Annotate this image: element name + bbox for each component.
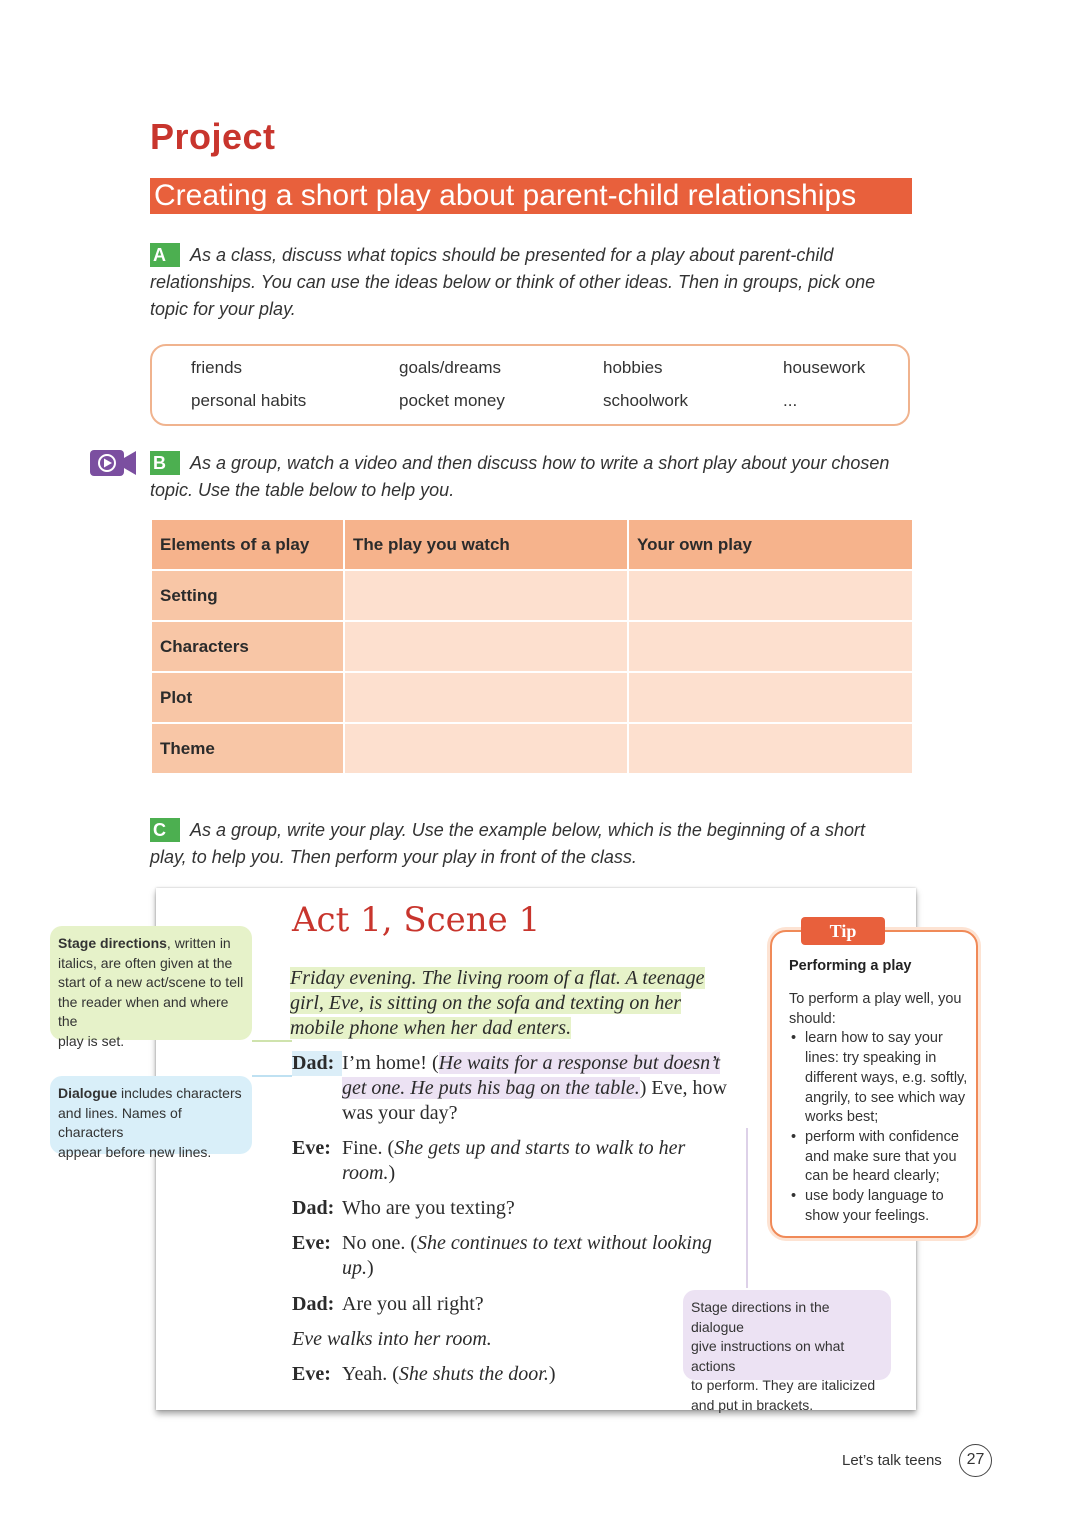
section-a-instructions bbox=[150, 242, 910, 323]
idea-item: goals/dreams bbox=[399, 358, 502, 377]
idea-item: ... bbox=[783, 391, 798, 410]
table-header-cell: Elements of a play bbox=[151, 519, 344, 570]
tip-list-item: • perform with confidence and make sure that you can be heard clearly; bbox=[789, 1128, 971, 1187]
tip-intro: To perform a play well, you should: bbox=[789, 991, 962, 1027]
idea-item: schoolwork bbox=[603, 391, 689, 410]
dialogue-line-eve-1 bbox=[292, 1136, 752, 1186]
section-c-letter: C bbox=[150, 818, 180, 842]
dialogue-text: Who are you texting? bbox=[342, 1197, 515, 1219]
section-c-line-2: play, to help you. Then perform your play in front of the class. bbox=[150, 847, 637, 867]
note-text: give instructions on what actions bbox=[691, 1338, 845, 1374]
dialogue-line-eve-2 bbox=[292, 1231, 752, 1281]
speaker-name: Dad: bbox=[292, 1293, 335, 1315]
speaker-name: Eve: bbox=[292, 1363, 331, 1385]
section-b-line-1: As a group, watch a video and then discuss how to write a short play about your chosen bbox=[190, 453, 890, 473]
tip-list bbox=[789, 1029, 971, 1226]
section-a-line-3: topic for your play. bbox=[150, 299, 296, 319]
table-cell-blank bbox=[628, 723, 913, 774]
dialogue-line-dad-1 bbox=[292, 1051, 752, 1126]
section-a-letter: A bbox=[150, 243, 180, 267]
note-text: includes characters bbox=[117, 1085, 242, 1101]
dialogue-text: Are you all right? bbox=[342, 1293, 484, 1315]
section-b-instructions bbox=[150, 450, 915, 504]
speaker-name: Dad: bbox=[292, 1051, 342, 1076]
elements-of-play-table bbox=[150, 518, 914, 775]
table-cell-blank bbox=[344, 723, 628, 774]
note-text: and put in brackets. bbox=[691, 1396, 814, 1413]
stage-note-connector bbox=[252, 1040, 292, 1042]
table-cell-blank bbox=[344, 672, 628, 723]
inline-stage-direction: up. bbox=[342, 1257, 367, 1279]
book-title-footer: Let’s talk teens bbox=[842, 1452, 942, 1469]
table-row bbox=[151, 672, 913, 723]
page-number: 27 bbox=[959, 1444, 992, 1477]
inline-stage-direction: She continues to text without looking bbox=[416, 1232, 712, 1254]
page-title: Project bbox=[150, 116, 276, 157]
tip-body bbox=[789, 990, 971, 1226]
dialogue-line-dad-2 bbox=[292, 1196, 752, 1221]
table-cell-blank bbox=[628, 570, 913, 621]
table-header-row bbox=[151, 519, 913, 570]
table-cell-blank bbox=[628, 672, 913, 723]
topic-ideas-box bbox=[150, 344, 910, 426]
dialogue-text: was your day? bbox=[342, 1102, 458, 1124]
note-text: and lines. Names of characters bbox=[58, 1104, 182, 1140]
idea-item: hobbies bbox=[603, 358, 663, 377]
dialogue-note bbox=[50, 1076, 252, 1160]
opening-stage-direction bbox=[290, 966, 730, 1041]
note-text: to perform. They are italicized bbox=[691, 1377, 876, 1393]
inline-stage-direction: room. bbox=[342, 1162, 389, 1184]
note-text: Stage directions in the dialogue bbox=[691, 1299, 830, 1335]
stage-direction-line: Friday evening. The living room of a flat. A teenage bbox=[290, 967, 705, 989]
section-a-line-1: As a class, discuss what topics should be presented for a play about parent-child bbox=[190, 245, 834, 265]
table-row-label: Plot bbox=[151, 672, 344, 723]
dialogue-text: Fine. ( bbox=[342, 1137, 395, 1159]
section-c-instructions bbox=[150, 817, 910, 871]
project-subtitle-banner: Creating a short play about parent-child relationships bbox=[150, 178, 912, 214]
tip-heading: Performing a play bbox=[789, 958, 912, 974]
idea-item: housework bbox=[783, 358, 866, 377]
table-row-label: Setting bbox=[151, 570, 344, 621]
table-header-cell: The play you watch bbox=[344, 519, 628, 570]
inline-stage-direction: She gets up and starts to walk to her bbox=[394, 1137, 686, 1159]
table-cell-blank bbox=[344, 621, 628, 672]
speaker-name: Eve: bbox=[292, 1232, 331, 1254]
table-row-label: Characters bbox=[151, 621, 344, 672]
table-row-label: Theme bbox=[151, 723, 344, 774]
tip-list-item: • learn how to say your lines: try speaking in different ways, e.g. softly, angrily, to see which way works best; bbox=[789, 1029, 971, 1128]
dialogue-text: ) bbox=[367, 1257, 374, 1279]
section-b-line-2: topic. Use the table below to help you. bbox=[150, 480, 455, 500]
section-c-line-1: As a group, write your play. Use the example below, which is the beginning of a short bbox=[190, 820, 866, 840]
stage-direction-line: mobile phone when her dad enters. bbox=[290, 1017, 572, 1039]
dialogue-note-connector bbox=[252, 1075, 292, 1077]
dialogue-text: Yeah. ( bbox=[342, 1363, 399, 1385]
idea-item: pocket money bbox=[399, 391, 505, 410]
table-cell-blank bbox=[344, 570, 628, 621]
note-text: play is set. bbox=[58, 1032, 125, 1049]
stage-directions-note bbox=[50, 926, 252, 1049]
act-scene-title: Act 1, Scene 1 bbox=[292, 900, 541, 940]
section-b-letter: B bbox=[150, 451, 180, 475]
table-row bbox=[151, 723, 913, 774]
dialogue-text: No one. ( bbox=[342, 1232, 417, 1254]
note-text: , written in bbox=[166, 935, 231, 951]
dialogue-text: ) bbox=[388, 1162, 396, 1184]
dialogue-line-dad-3 bbox=[292, 1292, 692, 1317]
table-cell-blank bbox=[628, 621, 913, 672]
video-camera-icon bbox=[90, 448, 138, 478]
dialogue-text: ) bbox=[548, 1363, 556, 1385]
note-text: start of a new act/scene to tell bbox=[58, 974, 244, 990]
dialogue-text: ) Eve, how bbox=[639, 1077, 727, 1099]
table-header-cell: Your own play bbox=[628, 519, 913, 570]
dialogue-text: I’m home! ( bbox=[342, 1052, 439, 1074]
inline-stage-direction: She shuts the door. bbox=[398, 1363, 549, 1385]
table-row bbox=[151, 621, 913, 672]
speaker-name: Eve: bbox=[292, 1137, 331, 1159]
note-text: the reader when and where the bbox=[58, 993, 229, 1029]
inline-stage-direction: get one. He puts his bag on the table. bbox=[342, 1077, 640, 1099]
section-a-line-2: relationships. You can use the ideas below or think of other ideas. Then in groups, pick one bbox=[150, 272, 876, 292]
tip-list-item: • use body language to show your feelings. bbox=[789, 1187, 971, 1226]
table-row bbox=[151, 570, 913, 621]
note-keyword: Stage directions bbox=[58, 935, 167, 951]
inline-stage-directions-note bbox=[683, 1290, 891, 1413]
idea-item: friends bbox=[191, 358, 243, 377]
tip-tab: Tip bbox=[801, 917, 885, 945]
stage-direction-eve-walks: Eve walks into her room. bbox=[292, 1328, 492, 1350]
inline-stage-direction: He waits for a response but doesn’t bbox=[438, 1052, 721, 1074]
note-keyword: Dialogue bbox=[58, 1085, 118, 1101]
note-text: italics, are often given at the bbox=[58, 954, 233, 971]
dialogue-line-eve-3 bbox=[292, 1362, 692, 1387]
note-text: appear before new lines. bbox=[58, 1143, 212, 1160]
stage-direction-line: girl, Eve, is sitting on the sofa and texting on her bbox=[290, 992, 682, 1014]
idea-item: personal habits bbox=[191, 391, 307, 410]
speaker-name: Dad: bbox=[292, 1197, 335, 1219]
